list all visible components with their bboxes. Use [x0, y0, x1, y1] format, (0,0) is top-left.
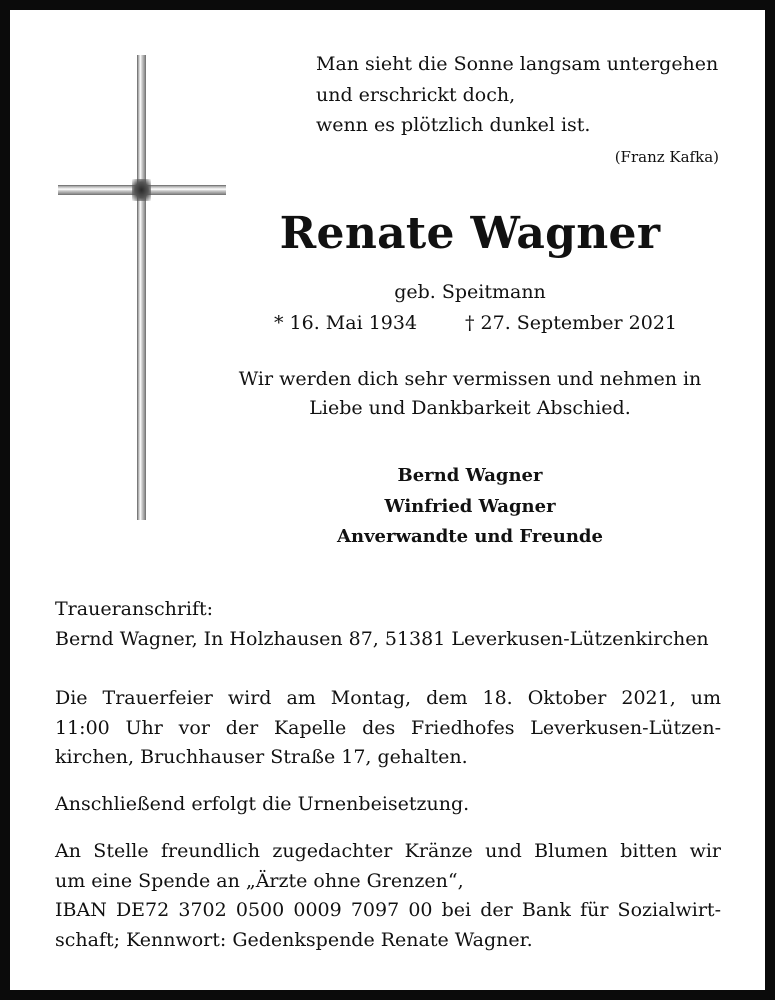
burial-paragraph [55, 790, 721, 820]
kafka-quote [316, 49, 718, 141]
donation-line: um eine Spende an „Ärzte ohne Grenzen“, [55, 869, 464, 892]
birth-date: * 16. Mai 1934 [274, 312, 418, 334]
cross-icon [58, 55, 226, 520]
burial-line: Anschließend erfolgt die Urnenbeisetzung. [55, 793, 470, 815]
mourning-address-label: Traueranschrift: [55, 598, 214, 620]
birth-name: geb. Speitmann [394, 281, 546, 303]
quote-line: und erschrickt doch, [316, 83, 516, 106]
cross-center-shadow [132, 179, 151, 201]
cross-vertical-beam [137, 55, 146, 520]
signers [215, 461, 725, 553]
donation-line: schaft; Kennwort: Gedenkspende Renate Wagner. [55, 928, 533, 951]
signer: Bernd Wagner [397, 465, 543, 486]
signer: Anverwandte und Freunde [337, 526, 603, 547]
mourning-address: Bernd Wagner, In Holzhausen 87, 51381 Leverkusen-Lützenkirchen [55, 628, 709, 650]
quote-line: Man sieht die Sonne langsam untergehen [316, 53, 719, 75]
farewell-text [215, 365, 725, 423]
quote-author: (Franz Kafka) [614, 148, 719, 166]
donation-line: IBAN DE72 3702 0500 0009 7097 00 bei der Bank für Sozialwirt- [55, 899, 721, 921]
death-date: † 27. September 2021 [465, 312, 677, 334]
farewell-line: Wir werden dich sehr vermissen und nehmen in [238, 368, 702, 390]
deceased-name: Renate Wagner [279, 208, 661, 259]
ceremony-line: Die Trauerfeier wird am Montag, dem 18. Oktober 2021, um [55, 687, 721, 709]
donation-paragraph [55, 837, 721, 955]
ceremony-line: 11:00 Uhr vor der Kapelle des Friedhofes Leverkusen-Lützen- [55, 716, 721, 739]
ceremony-line: kirchen, Bruchhauser Straße 17, gehalten. [55, 746, 468, 768]
ceremony-paragraph [55, 684, 721, 773]
signer: Winfried Wagner [384, 495, 556, 517]
quote-line: wenn es plötzlich dunkel ist. [316, 114, 591, 136]
donation-line: An Stelle freundlich zugedachter Kränze und Blumen bitten wir [55, 840, 721, 862]
farewell-line: Liebe und Dankbarkeit Abschied. [309, 397, 631, 419]
